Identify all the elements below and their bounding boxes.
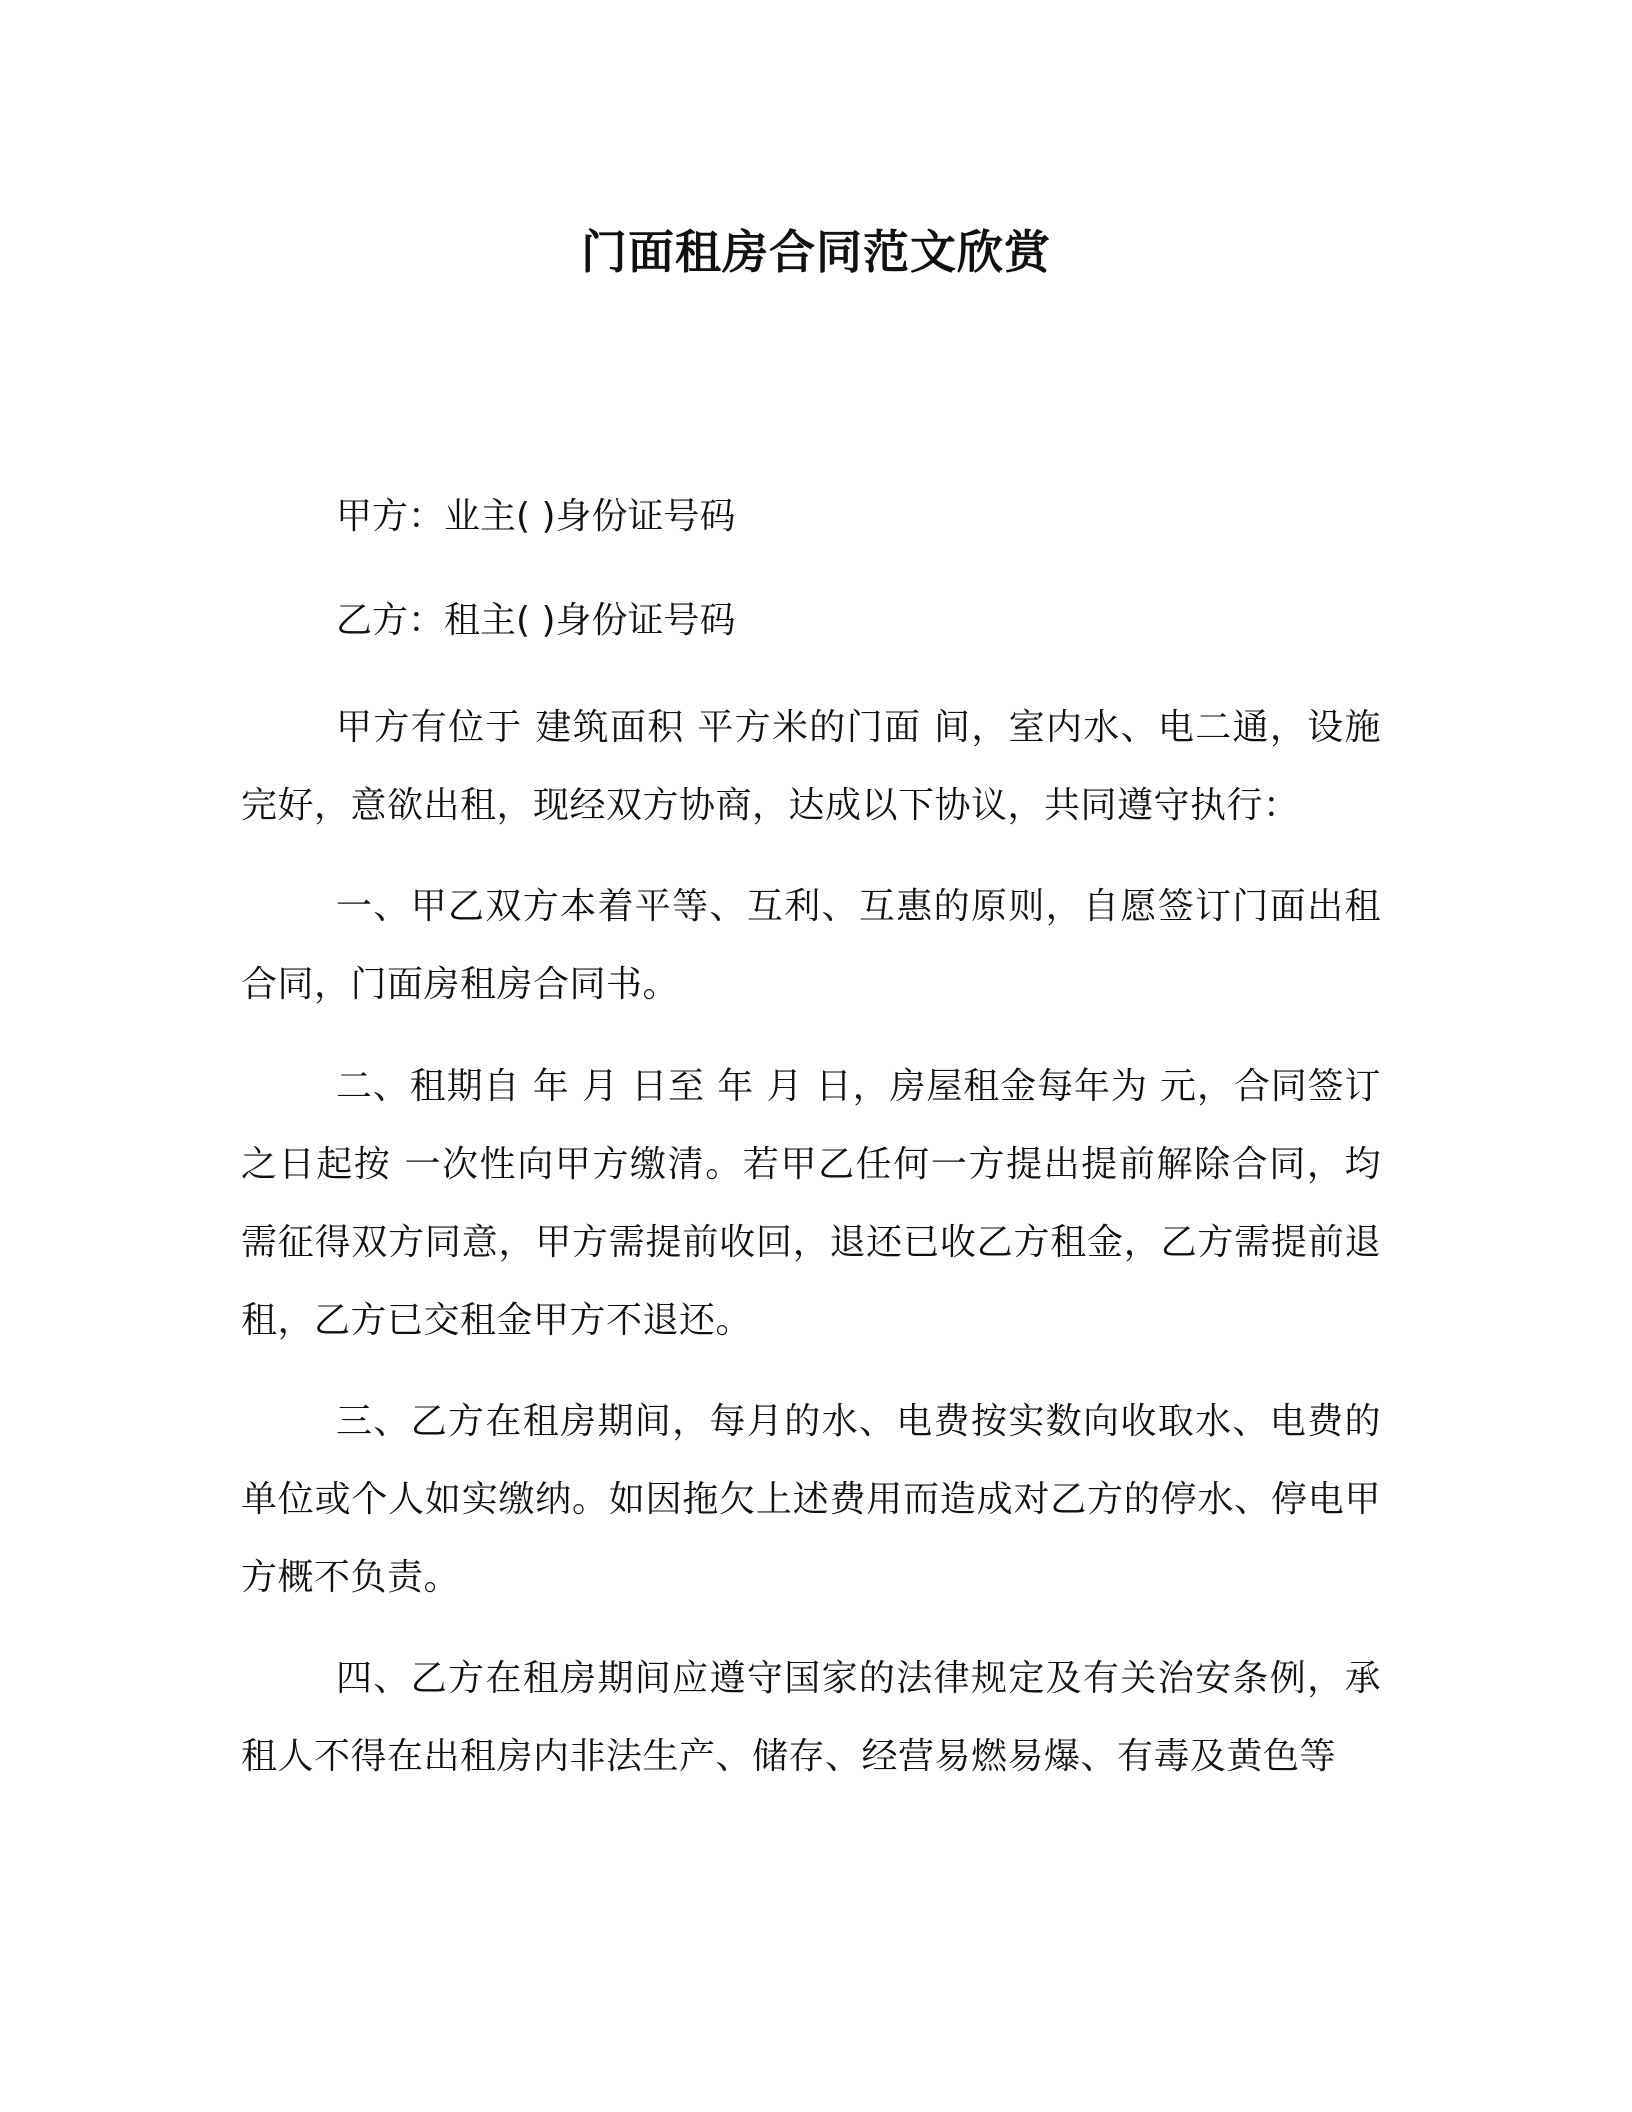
paragraph-clause-2: 二、租期自 年 月 日至 年 月 日，房屋租金每年为 元，合同签订之日起按 一次性向甲方缴清。若甲乙任何一方提出提前解除合同，均需征得双方同意，甲方需提前收回，退还已收乙方租金，乙方需提前退租，乙方已交租金甲方不退还。 — [241, 1066, 1381, 1341]
document-title: 门面租房合同范文欣赏 — [581, 225, 1051, 279]
paragraph-intro: 甲方有位于 建筑面积 平方米的门面 间，室内水、电二通，设施完好，意欲出租，现经双方协商，达成以下协议，共同遵守执行： — [241, 707, 1381, 826]
paragraph-clause-1: 一、甲乙双方本着平等、互利、互惠的原则，自愿签订门面出租合同，门面房租房合同书。 — [241, 886, 1381, 1005]
party-b-line: 乙方：租主( )身份证号码 — [336, 600, 736, 641]
paragraph-clause-4: 四、乙方在租房期间应遵守国家的法律规定及有关治安条例，承租人不得在出租房内非法生产、储存、经营易燃易爆、有毒及黄色等 — [241, 1658, 1381, 1777]
party-a-line: 甲方：业主( )身份证号码 — [336, 496, 736, 537]
paragraph-clause-3: 三、乙方在租房期间，每月的水、电费按实数向收取水、电费的单位或个人如实缴纳。如因拖欠上述费用而造成对乙方的停水、停电甲方概不负责。 — [241, 1401, 1381, 1598]
